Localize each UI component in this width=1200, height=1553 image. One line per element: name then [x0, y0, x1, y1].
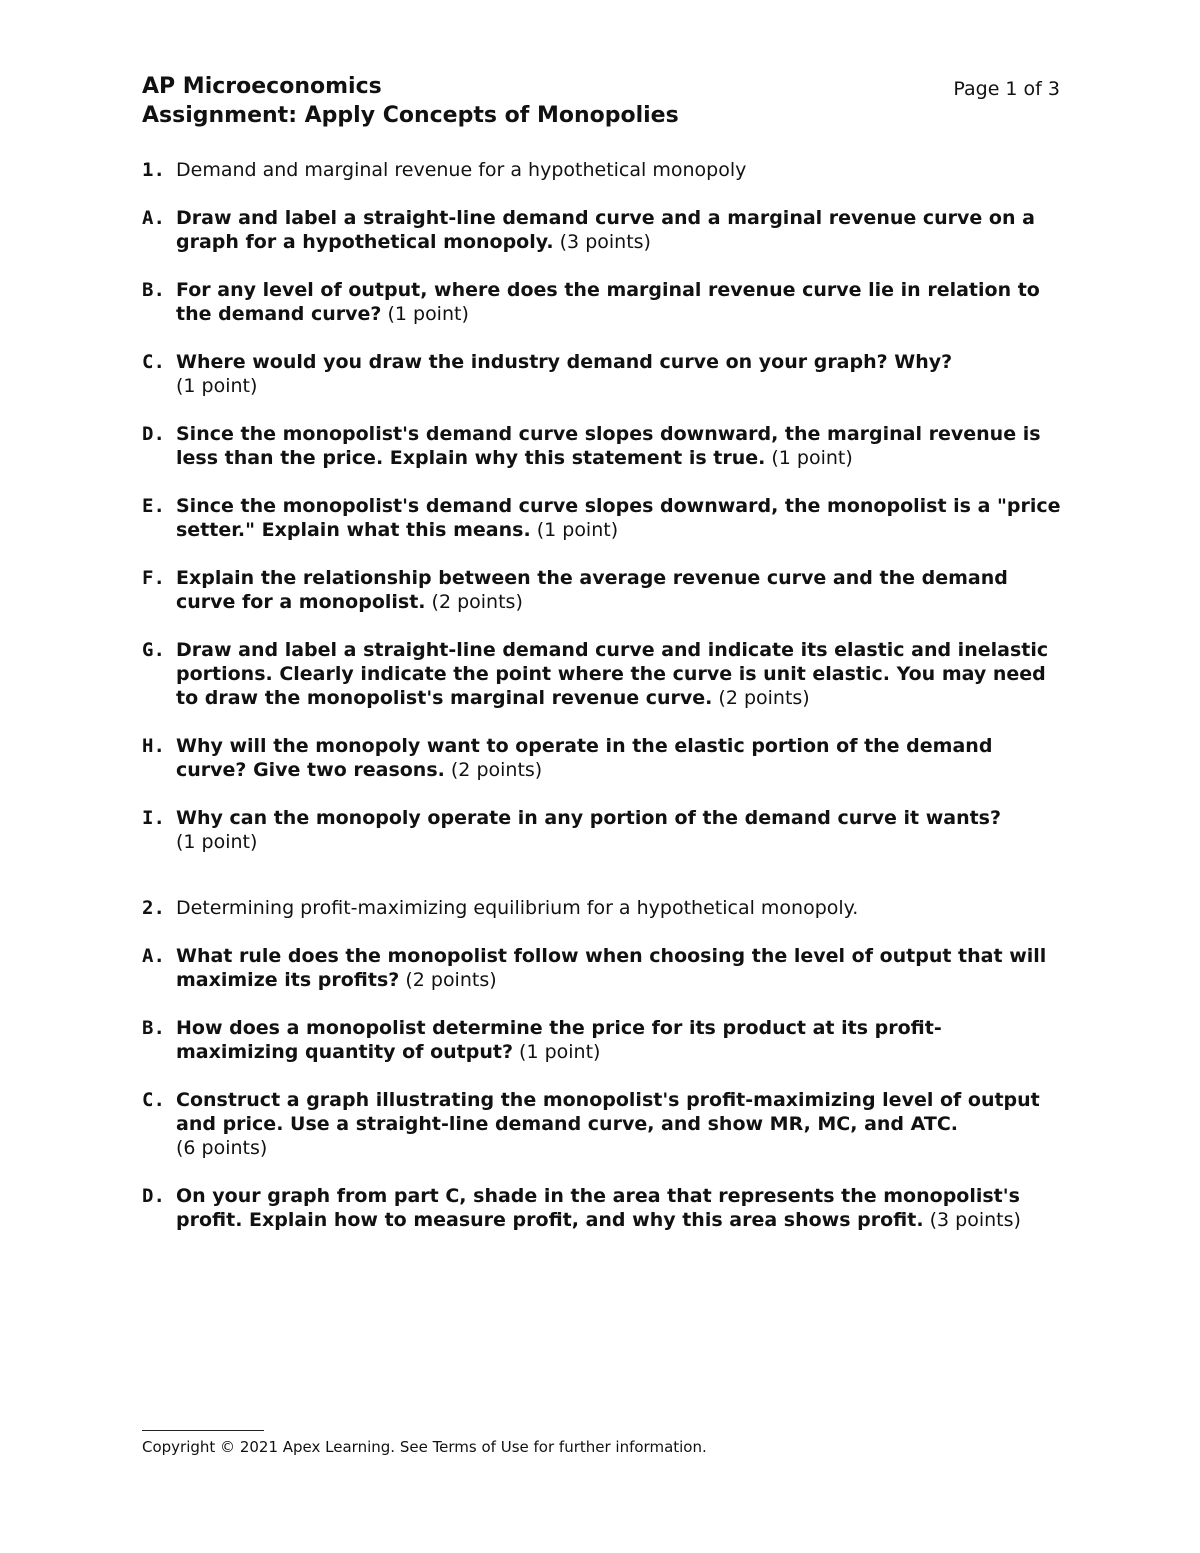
question-points: (1 point) — [176, 831, 258, 853]
question-letter: I. — [142, 807, 165, 829]
question-text: Where would you draw the industry demand curve on your graph? Why? — [176, 351, 953, 373]
question-points: (2 points) — [712, 687, 810, 709]
question-text: Explain the relationship between the average revenue curve and the demand curve for a monopolist. — [176, 567, 1008, 613]
question-points: (2 points) — [425, 591, 523, 613]
question-points: (6 points) — [176, 1137, 268, 1159]
question-letter: E. — [142, 495, 165, 517]
question-text: Since the monopolist's demand curve slopes downward, the monopolist is a "price setter." Explain what this means. — [176, 495, 1061, 541]
section-1 — [142, 158, 1062, 878]
question-points: (1 point) — [176, 375, 258, 397]
question-points: (3 points) — [553, 231, 651, 253]
question-2c — [142, 1088, 1062, 1160]
question-letter: D. — [142, 423, 165, 445]
question-letter: B. — [142, 1017, 165, 1039]
question-text: For any level of output, where does the marginal revenue curve lie in relation to the demand curve? — [176, 279, 1040, 325]
question-letter: F. — [142, 567, 165, 589]
section-2 — [142, 896, 1062, 1256]
question-text: On your graph from part C, shade in the area that represents the monopolist's profit. Explain how to measure profit, and why this area shows profit. — [176, 1185, 1020, 1231]
question-1i — [142, 806, 1062, 854]
section-number: 1. — [142, 159, 165, 181]
question-text: Draw and label a straight-line demand curve and indicate its elastic and inelastic portions. Clearly indicate the point where the curve is unit elastic. You may need to draw the monopolist's marginal revenue curve. — [176, 639, 1049, 709]
question-letter: H. — [142, 735, 165, 757]
question-1e — [142, 494, 1062, 542]
course-title: AP Microeconomics — [142, 74, 382, 99]
copyright-notice: Copyright © 2021 Apex Learning. See Terms of Use for further information. — [142, 1438, 707, 1456]
question-text: Construct a graph illustrating the monopolist's profit-maximizing level of output and price. Use a straight-line demand curve, and show MR, MC, and ATC. — [176, 1089, 1040, 1135]
question-points: (1 point) — [513, 1041, 601, 1063]
question-1b — [142, 278, 1062, 326]
question-text: Since the monopolist's demand curve slopes downward, the marginal revenue is less than the price. Explain why this statement is true. — [176, 423, 1041, 469]
question-text: How does a monopolist determine the price for its product at its profit-maximizing quantity of output? — [176, 1017, 942, 1063]
question-1h — [142, 734, 1062, 782]
question-letter: D. — [142, 1185, 165, 1207]
question-points: (1 point) — [530, 519, 619, 541]
question-letter: C. — [142, 1089, 165, 1111]
question-points: (1 point) — [765, 447, 853, 469]
question-1g — [142, 638, 1062, 710]
question-points: (3 points) — [923, 1209, 1021, 1231]
question-2d — [142, 1184, 1062, 1232]
question-points: (1 point) — [381, 303, 469, 325]
question-text: Why will the monopoly want to operate in the elastic portion of the demand curve? Give two reasons. — [176, 735, 993, 781]
question-1d — [142, 422, 1062, 470]
section-title: Demand and marginal revenue for a hypothetical monopoly — [176, 159, 747, 181]
question-1f — [142, 566, 1062, 614]
question-letter: C. — [142, 351, 165, 373]
section-2-intro — [142, 896, 1062, 920]
question-text: Draw and label a straight-line demand curve and a marginal revenue curve on a graph for a hypothetical monopoly. — [176, 207, 1035, 253]
question-1a — [142, 206, 1062, 254]
assignment-title: Assignment: Apply Concepts of Monopolies — [142, 103, 679, 128]
footer-divider — [142, 1430, 264, 1431]
question-letter: B. — [142, 279, 165, 301]
question-text: Why can the monopoly operate in any portion of the demand curve it wants? — [176, 807, 1002, 829]
question-points: (2 points) — [444, 759, 543, 781]
question-2a — [142, 944, 1062, 992]
question-text: What rule does the monopolist follow when choosing the level of output that will maximize its profits? — [176, 945, 1047, 991]
question-1c — [142, 350, 1062, 398]
question-points: (2 points) — [399, 969, 497, 991]
document-footer — [142, 1430, 842, 1457]
document-header — [142, 72, 1060, 131]
question-letter: A. — [142, 207, 165, 229]
section-title: Determining profit-maximizing equilibrium for a hypothetical monopoly. — [176, 897, 859, 919]
section-1-intro — [142, 158, 1062, 182]
question-letter: A. — [142, 945, 165, 967]
page-number: Page 1 of 3 — [953, 78, 1060, 100]
question-2b — [142, 1016, 1062, 1064]
question-letter: G. — [142, 639, 165, 661]
section-number: 2. — [142, 897, 165, 919]
